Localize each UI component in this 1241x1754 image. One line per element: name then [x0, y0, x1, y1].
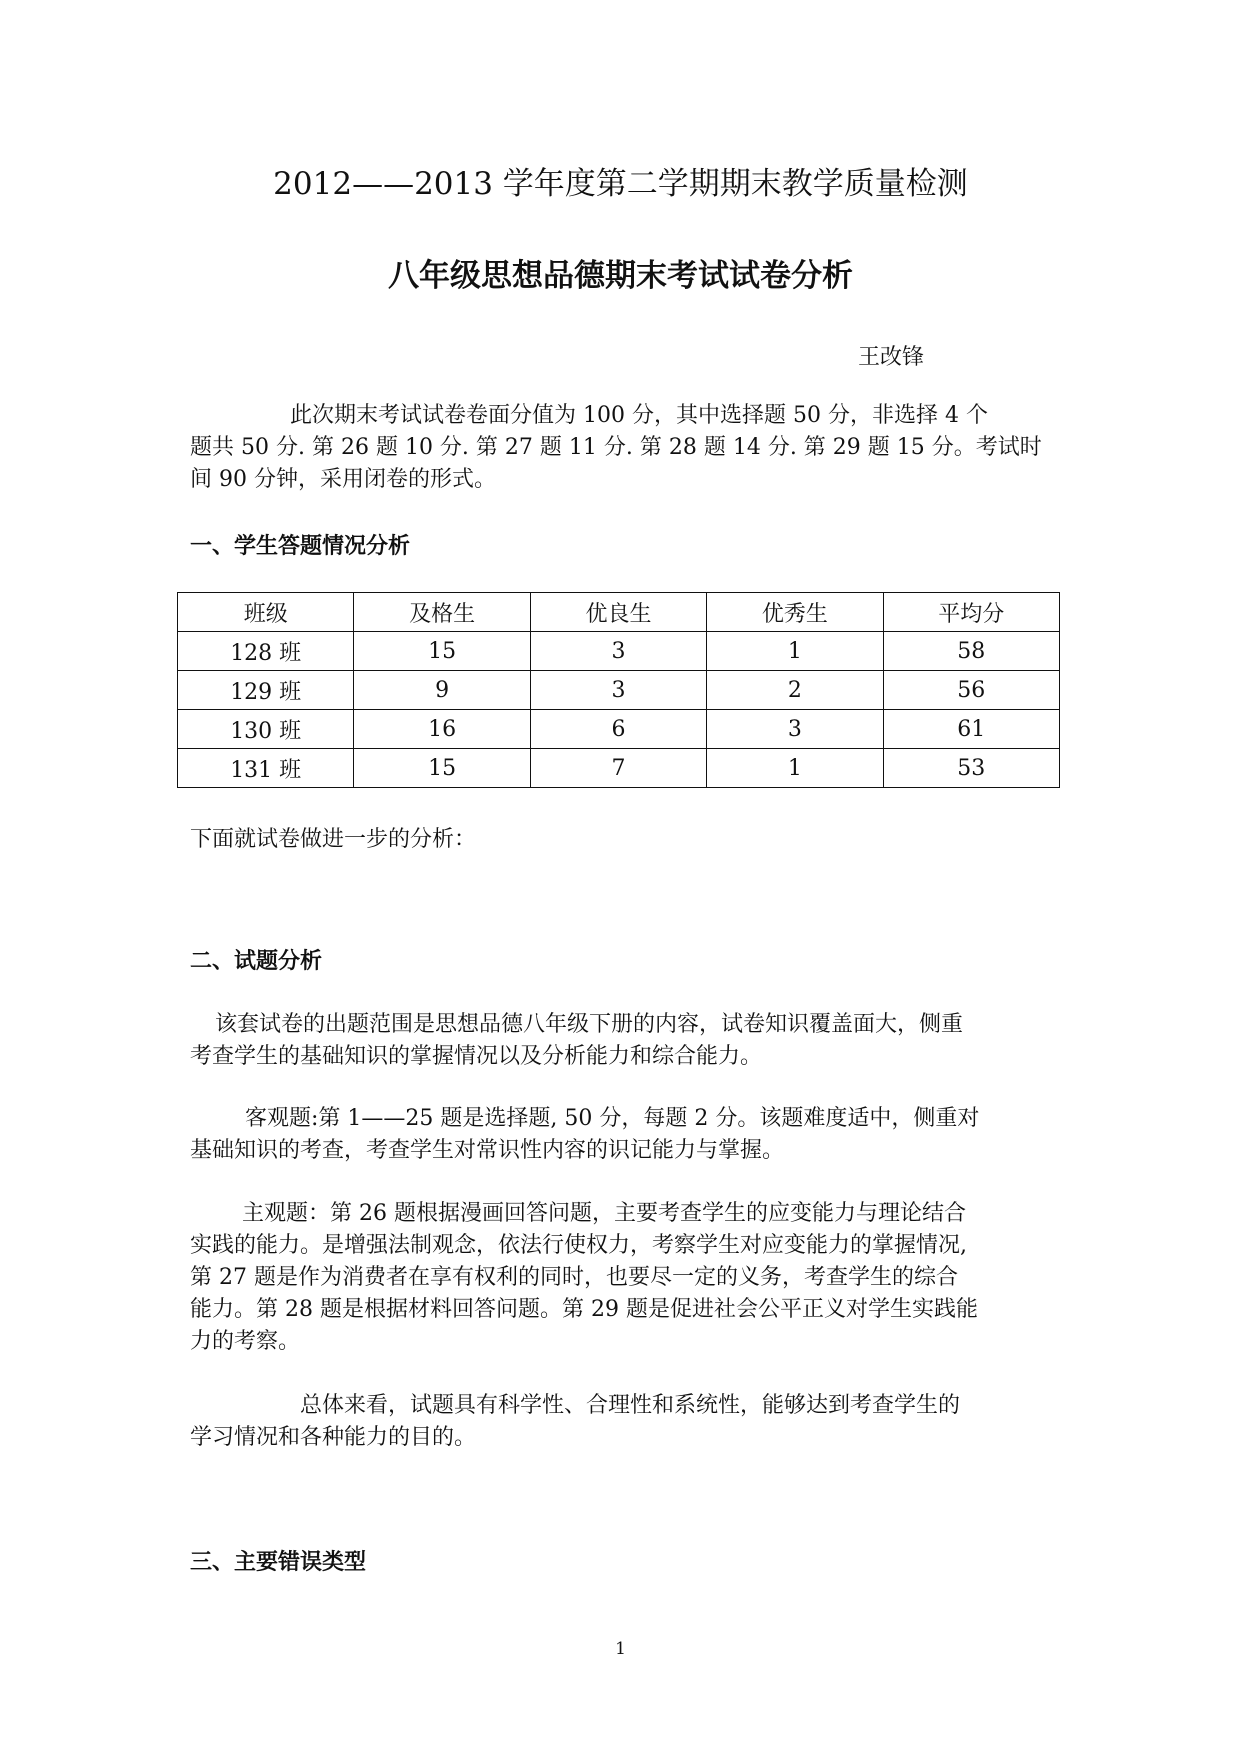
table-header-cell: 平均分 [883, 593, 1059, 632]
subjective-paragraph [190, 1198, 1060, 1358]
table-cell: 1 [707, 632, 883, 671]
subjective-line: 力的考察。 [190, 1329, 301, 1354]
table-header-cell: 及格生 [354, 593, 530, 632]
document-subtitle: 八年级思想品德期末考试试卷分析 [388, 258, 853, 294]
table-header-cell: 班级 [178, 593, 354, 632]
table-cell: 15 [354, 632, 530, 671]
table-cell: 6 [530, 710, 706, 749]
table-header-cell: 优秀生 [707, 593, 883, 632]
analysis-intro: 下面就试卷做进一步的分析： [190, 827, 477, 852]
page-number: 1 [615, 1639, 626, 1659]
table-row [178, 749, 1060, 788]
table-row [178, 671, 1060, 710]
table-cell: 129 班 [178, 671, 354, 710]
objective-line: 基础知识的考查，考查学生对常识性内容的识记能力与掌握。 [190, 1138, 785, 1163]
summary-line: 总体来看，试题具有科学性、合理性和系统性，能够达到考查学生的 [300, 1393, 961, 1418]
table-cell: 53 [883, 749, 1059, 788]
table-cell: 130 班 [178, 710, 354, 749]
table-header-row [178, 593, 1060, 632]
section-heading-1: 一、学生答题情况分析 [190, 534, 411, 559]
class-statistics-table [177, 592, 1060, 788]
intro-paragraph [190, 400, 1060, 496]
summary-line: 学习情况和各种能力的目的。 [190, 1425, 477, 1450]
table-cell: 9 [354, 671, 530, 710]
section-heading-2: 二、试题分析 [190, 949, 323, 974]
table-cell: 16 [354, 710, 530, 749]
table-cell: 2 [707, 671, 883, 710]
scope-paragraph [190, 1009, 1060, 1073]
scope-line: 该套试卷的出题范围是思想品德八年级下册的内容，试卷知识覆盖面大，侧重 [215, 1012, 964, 1037]
table-cell: 56 [883, 671, 1059, 710]
subjective-line: 能力。第 28 题是根据材料回答问题。第 29 题是促进社会公平正义对学生实践能 [190, 1297, 978, 1322]
table-cell: 61 [883, 710, 1059, 749]
objective-line: 客观题:第 1——25 题是选择题, 50 分，每题 2 分。该题难度适中，侧重对 [245, 1106, 980, 1131]
table-cell: 131 班 [178, 749, 354, 788]
section-heading-3: 三、主要错误类型 [190, 1550, 367, 1575]
table-header-cell: 优良生 [530, 593, 706, 632]
scope-line: 考查学生的基础知识的掌握情况以及分析能力和综合能力。 [190, 1044, 763, 1069]
subjective-line: 实践的能力。是增强法制观念，依法行使权力，考察学生对应变能力的掌握情况, [190, 1233, 967, 1258]
table-cell: 15 [354, 749, 530, 788]
table-cell: 7 [530, 749, 706, 788]
document-title: 2012——2013 学年度第二学期期末教学质量检测 [273, 166, 968, 202]
table-cell: 3 [530, 671, 706, 710]
intro-line: 间 90 分钟，采用闭卷的形式。 [190, 467, 496, 492]
table-row [178, 632, 1060, 671]
author-name: 王改锋 [858, 345, 925, 370]
table-row [178, 710, 1060, 749]
subjective-line: 第 27 题是作为消费者在享有权利的同时，也要尽一定的义务，考查学生的综合 [190, 1265, 958, 1290]
subjective-line: 主观题：第 26 题根据漫画回答问题，主要考查学生的应变能力与理论结合 [242, 1201, 966, 1226]
summary-paragraph [190, 1390, 1060, 1454]
objective-paragraph [190, 1103, 1060, 1167]
table-cell: 3 [530, 632, 706, 671]
table-cell: 3 [707, 710, 883, 749]
intro-line: 题共 50 分. 第 26 题 10 分. 第 27 题 11 分. 第 28 题 14 分. 第 29 题 15 分。考试时 [190, 435, 1042, 460]
table-cell: 58 [883, 632, 1059, 671]
intro-line: 此次期末考试试卷卷面分值为 100 分，其中选择题 50 分，非选择 4 个 [290, 403, 988, 428]
table-cell: 1 [707, 749, 883, 788]
table-cell: 128 班 [178, 632, 354, 671]
